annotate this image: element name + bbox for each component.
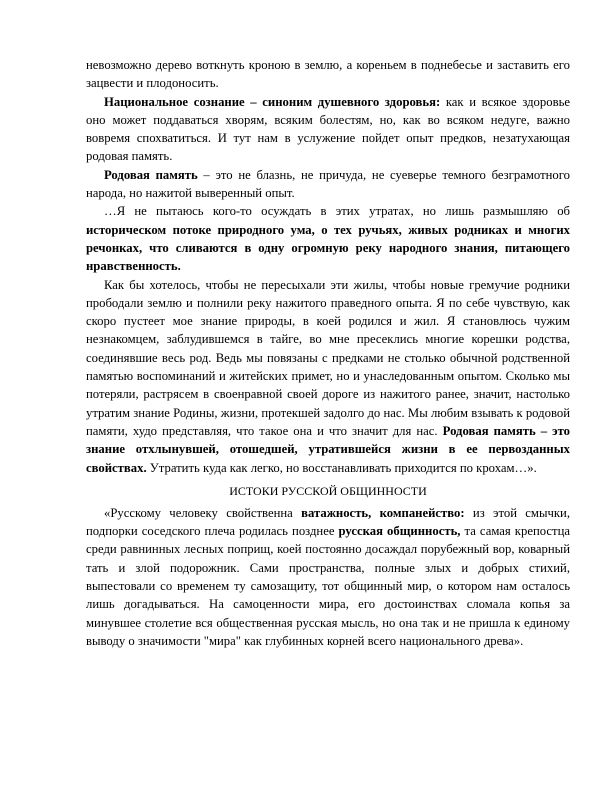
paragraph bbox=[86, 56, 570, 93]
section-heading: ИСТОКИ РУССКОЙ ОБЩИННОСТИ bbox=[229, 483, 427, 498]
bold-text: Национальное сознание – синоним душевного здоровья: bbox=[104, 94, 441, 109]
text-run: – это не блазнь, не причуда, не суеверье темного безграмотного народа, но нажитой выверенный опыт. bbox=[86, 167, 570, 201]
bold-text: Родовая память bbox=[104, 167, 198, 182]
text-run: Утратить куда как легко, но восстанавливать приходится по крохам…». bbox=[146, 460, 537, 475]
paragraph bbox=[86, 202, 570, 275]
text-run: та самая крепостца среди равнинных лесных поприщ, коей постоянно досаждал порубежный вор, коварный тать и злой подорожник. Сами пространства, полные злых и добрых стихий, выпестовали со временем ту самозащиту, тот общинный мир, о котором нам осталось лишь догадываться. На самоценности мира, его достоинствах сломала копья за минувшее столетие вся общественная русская мысль, но она так и не пришла к единому выводу о значимости "мира" как глубинных корней всего национального древа». bbox=[86, 524, 570, 648]
text-run: невозможно дерево воткнуть кроною в землю, а кореньем в поднебесье и заставить его зацвести и плодоносить. bbox=[86, 58, 570, 91]
text-run: «Русскому человеку свойственна bbox=[104, 505, 302, 520]
bold-text: историческом потоке природного ума, о тех ручьях, живых родниках и многих речонках, что сливаются в одну огромную реку народного знания, питающего нравственность. bbox=[86, 222, 570, 274]
bold-text: ватажность, компанейство: bbox=[301, 505, 465, 520]
paragraph bbox=[86, 504, 570, 650]
paragraph bbox=[86, 166, 570, 203]
bold-text: Родовая память – это знание отхлынувшей, отошедшей, утратившейся жизни в ее первозданных свойствах. bbox=[86, 423, 571, 475]
text-run: как и всякое здоровье оно может поддаваться хворям, всяким болестям, но, как во всяком недуге, важно вовремя спохватиться. И тут нам в услужение пойдет опыт предков, незатухающая родовая память. bbox=[86, 94, 570, 164]
paragraph bbox=[86, 276, 570, 477]
text-run: из этой смычки, подпорки соседского плеча родилась позднее bbox=[86, 505, 570, 539]
paragraph bbox=[86, 93, 570, 166]
text-run: Как бы хотелось, чтобы не пересыхали эти жилы, чтобы новые гремучие родники прободали землю и полнили реку нажитого праведного опыта. Я по себе чувствую, как скоро пустеет мое знание природы, в коей родился и жил. Я становлюсь чужим незнакомцем, заблудившемся в тайге, во мне пресеклись многие корешки родства, соединявшие весь род. Ведь мы повязаны с предками не столько обычной родственной памятью воспоминаний и житейских примет, но и унаследованным опытом. Сколько мы потеряли, растрясем в своенравной своей дороге из нажитого ранее, значит, настолько утратим знание Родины, жизни, протекшей задолго до нас. Мы любим взывать к родовой памяти, худо представляя, что такое она и что значит для нас. bbox=[86, 277, 570, 438]
body-text bbox=[86, 56, 570, 477]
section-text bbox=[86, 504, 570, 650]
bold-text: русская общинность, bbox=[338, 524, 461, 539]
text-run: …Я не пытаюсь кого-то осуждать в этих утратах, но лишь размышляю об bbox=[104, 204, 570, 219]
